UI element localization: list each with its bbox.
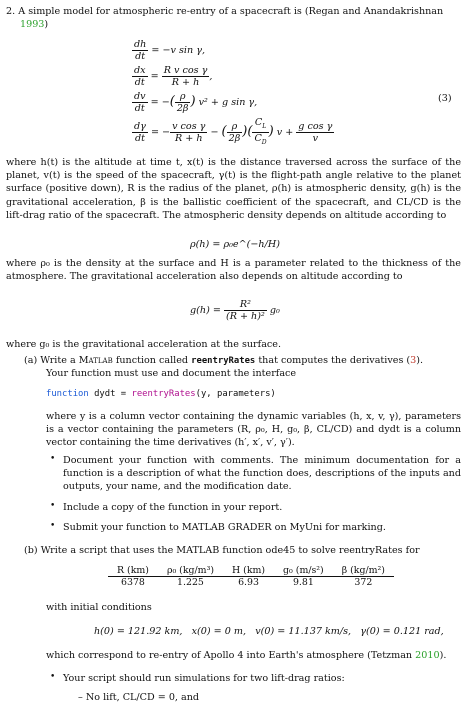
bullet-dot: • bbox=[50, 672, 56, 682]
matlab-word: Matlab bbox=[78, 355, 113, 366]
problem-intro bbox=[6, 5, 461, 18]
initial-conditions: h(0) = 121.92 km, x(0) = 0 m, v(0) = 11.137 km/s, γ(0) = 0.121 rad, bbox=[94, 626, 444, 637]
eq-dv: $\frac{dv}{dt}$ = −( $\frac{\rho}{2\beta}$ ) v² + g sin γ, bbox=[134, 91, 258, 114]
problem-number: 2. bbox=[6, 6, 16, 17]
equation-ref-3[interactable]: 3 bbox=[410, 355, 417, 366]
table-header: g₀ (m/s²) bbox=[274, 565, 333, 577]
table-cell: 6378 bbox=[121, 577, 145, 588]
apollo-text: which correspond to re-entry of Apollo 4 into Earth's atmosphere (Tetzman bbox=[46, 650, 413, 661]
intro-text: A simple model for atmospheric re-entry of a spacecraft is (Regan and Anandakrishnan bbox=[18, 6, 444, 17]
bullet-text: Submit your function to MATLAB GRADER on MyUni for marking. bbox=[63, 521, 386, 533]
bullet-dot: • bbox=[50, 454, 56, 464]
equation-number-3: (3) bbox=[438, 93, 452, 104]
table-cell: 372 bbox=[354, 577, 373, 588]
part-a-where: where y is a column vector containing the dynamic variables (h, x, v, γ), parameters is a vector containing the parameters (R, ρ₀, H, g₀, β, CL/CD) and dydt is a column vector containing the time derivatives (h′, x′, v′, γ′). bbox=[46, 411, 461, 449]
table-cell: 6.93 bbox=[238, 577, 259, 588]
table-cell: 1.225 bbox=[177, 577, 204, 588]
bullet-item bbox=[46, 501, 461, 514]
bullet-text: Include a copy of the function in your report. bbox=[63, 501, 283, 513]
part-b-text: Write a script that uses the MATLAB function ode45 to solve reentryRates for bbox=[40, 545, 420, 556]
para-variable-definitions: where h(t) is the altitude at time t, x(t) is the distance traversed across the surface of the planet, v(t) is the speed of the spacecraft, γ(t) is the flight-path angle relative to the planet surface (positive down), R is the radius of the planet, ρ(h) is atmospheric density, g(h) is the gravitational acceleration, β is the ballistic coefficient of the spacecraft, and CL/CD is the lift-drag ratio of the spacecraft. The atmospheric density depends on altitude according to bbox=[6, 157, 461, 221]
table-header: ρ₀ (kg/m³) bbox=[158, 565, 223, 577]
table-header: R (km) bbox=[108, 565, 158, 577]
apollo-close: ). bbox=[439, 650, 447, 661]
part-b-label: (b) bbox=[24, 545, 38, 556]
citation-year-1993[interactable]: 1993 bbox=[20, 19, 45, 30]
part-a-label: (a) bbox=[24, 355, 38, 366]
bullet-item bbox=[46, 521, 461, 534]
eq-gravity: g(h) = $\frac{\text{R²}}{\text{(R + h)²}}$ g₀ bbox=[190, 299, 280, 322]
bullet-b-text: Your script should run simulations for two lift-drag ratios: bbox=[63, 673, 345, 684]
eq-dgamma: $\frac{d\gamma}{dt}$ = − $\frac{\text{v cos γ}}{R + h}$ − ( $\frac{\rho}{2\beta}$ )( $\frac{C_L}{C_D}$ ) v + $\frac{\text{g cos γ}}{v}$ bbox=[134, 117, 333, 146]
eq-dx: $\frac{dx}{dt}$ = $\frac{\text{R v cos γ}}{R + h}$ , bbox=[134, 65, 213, 88]
equation-system bbox=[132, 39, 432, 146]
para-density-definition: where ρ₀ is the density at the surface and H is a parameter related to the thickness of the atmosphere. The gravitational acceleration also depends on altitude according to bbox=[6, 258, 461, 283]
bullet-dot: • bbox=[50, 500, 56, 511]
citation-year-2010[interactable]: 2010 bbox=[415, 650, 440, 661]
part-a-line2: Your function must use and document the interface bbox=[46, 368, 297, 379]
table-cell: 9.81 bbox=[292, 577, 314, 588]
part-a-text-1: Write a bbox=[40, 355, 76, 366]
table-header: H (km) bbox=[223, 565, 274, 577]
code-args: (y, parameters) bbox=[195, 389, 276, 399]
code-interface bbox=[46, 389, 276, 399]
intro-citation bbox=[20, 18, 48, 31]
code-function-name: reentryRates bbox=[131, 389, 196, 399]
part-a-text-2: function called bbox=[115, 355, 189, 366]
para-g0-definition: where g₀ is the gravitational acceleration at the surface. bbox=[6, 339, 282, 350]
eq-density: ρ(h) = ρ₀e^(−h/H) bbox=[190, 239, 280, 250]
table-header: β (kg/m²) bbox=[333, 565, 394, 577]
parameter-table bbox=[108, 565, 394, 588]
part-a-text-4: ). bbox=[416, 355, 424, 366]
bullet-list-b bbox=[46, 672, 469, 685]
initial-conditions-label: with initial conditions bbox=[46, 602, 152, 613]
code-output: dydt = bbox=[94, 389, 132, 399]
apollo-line bbox=[46, 649, 461, 662]
sub-bullet: – No lift, CL/CD = 0, and bbox=[78, 692, 200, 703]
intro-close: ) bbox=[44, 19, 49, 30]
eq-dh: $\frac{dh}{dt}$ = −v sin γ, bbox=[134, 39, 206, 62]
bullet-dot: • bbox=[50, 520, 56, 531]
bullet-item bbox=[46, 454, 461, 494]
function-name: reentryRates bbox=[191, 356, 256, 366]
part-b-line bbox=[24, 544, 461, 557]
bullet-text: Document your function with comments. The minimum documentation for a function is a description of what the function does, descriptions of the inputs and outputs, your name, and the modification date. bbox=[63, 455, 461, 493]
part-a-text-3: that computes the derivatives ( bbox=[258, 355, 411, 366]
bullet-list-a bbox=[46, 454, 461, 534]
code-keyword: function bbox=[46, 389, 89, 399]
